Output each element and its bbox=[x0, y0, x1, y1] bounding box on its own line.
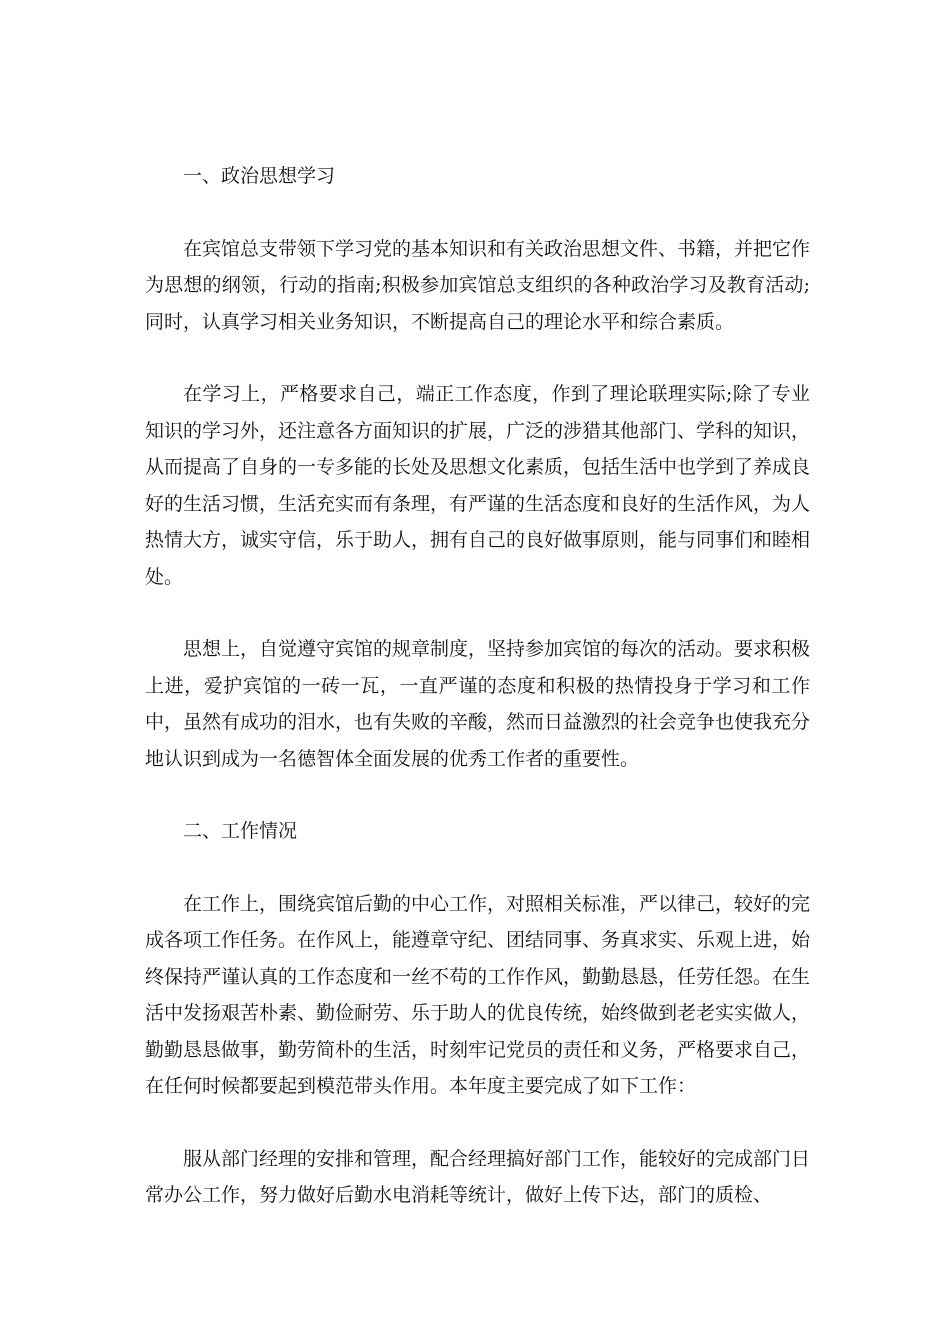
paragraph-thought: 思想上，自觉遵守宾馆的规章制度，坚持参加宾馆的每次的活动。要求积极上进，爱护宾馆的一砖一瓦，一直严谨的态度和积极的热情投身于学习和工作中，虽然有成功的泪水，也有失败的辛酸，然而日益激烈的社会竞争也使我充分地认识到成为一名德智体全面发展的优秀工作者的重要性。 bbox=[145, 638, 811, 770]
paragraph-department-duties: 服从部门经理的安排和管理，配合经理搞好部门工作，能较好的完成部门日常办公工作，努力做好后勤水电消耗等统计，做好上传下达，部门的质检、 bbox=[145, 1147, 811, 1206]
paragraph-study-attitude: 在学习上，严格要求自己，端正工作态度，作到了理论联理实际;除了专业知识的学习外，还注意各方面知识的扩展，广泛的涉猎其他部门、学科的知识，从而提高了自身的一专多能的长处及思想文化素质，包括生活中也学到了养成良好的生活习惯，生活充实而有条理，有严谨的生活态度和良好的生活作风，为人热情大方，诚实守信，乐于助人，拥有自己的良好做事原则，能与同事们和睦相处。 bbox=[145, 383, 811, 588]
paragraph-work-conduct: 在工作上，围绕宾馆后勤的中心工作，对照相关标准，严以律己，较好的完成各项工作任务。在作风上，能遵章守纪、团结同事、务真求实、乐观上进，始终保持严谨认真的工作态度和一丝不苟的工作作风，勤勤恳恳，任劳任怨。在生活中发扬艰苦朴素、勤俭耐劳、乐于助人的优良传统，始终做到老老实实做人，勤勤恳恳做事，勤劳简朴的生活，时刻牢记党员的责任和义务，严格要求自己，在任何时候都要起到模范带头作用。本年度主要完成了如下工作： bbox=[145, 892, 811, 1097]
document-body bbox=[145, 158, 810, 1214]
paragraph-study-party: 在宾馆总支带领下学习党的基本知识和有关政治思想文件、书籍，并把它作为思想的纲领，行动的指南;积极参加宾馆总支组织的各种政治学习及教育活动;同时，认真学习相关业务知识，不断提高自己的理论水平和综合素质。 bbox=[145, 237, 811, 333]
section-heading-work: 二、工作情况 bbox=[183, 820, 298, 842]
section-heading-politics: 一、政治思想学习 bbox=[183, 165, 336, 187]
